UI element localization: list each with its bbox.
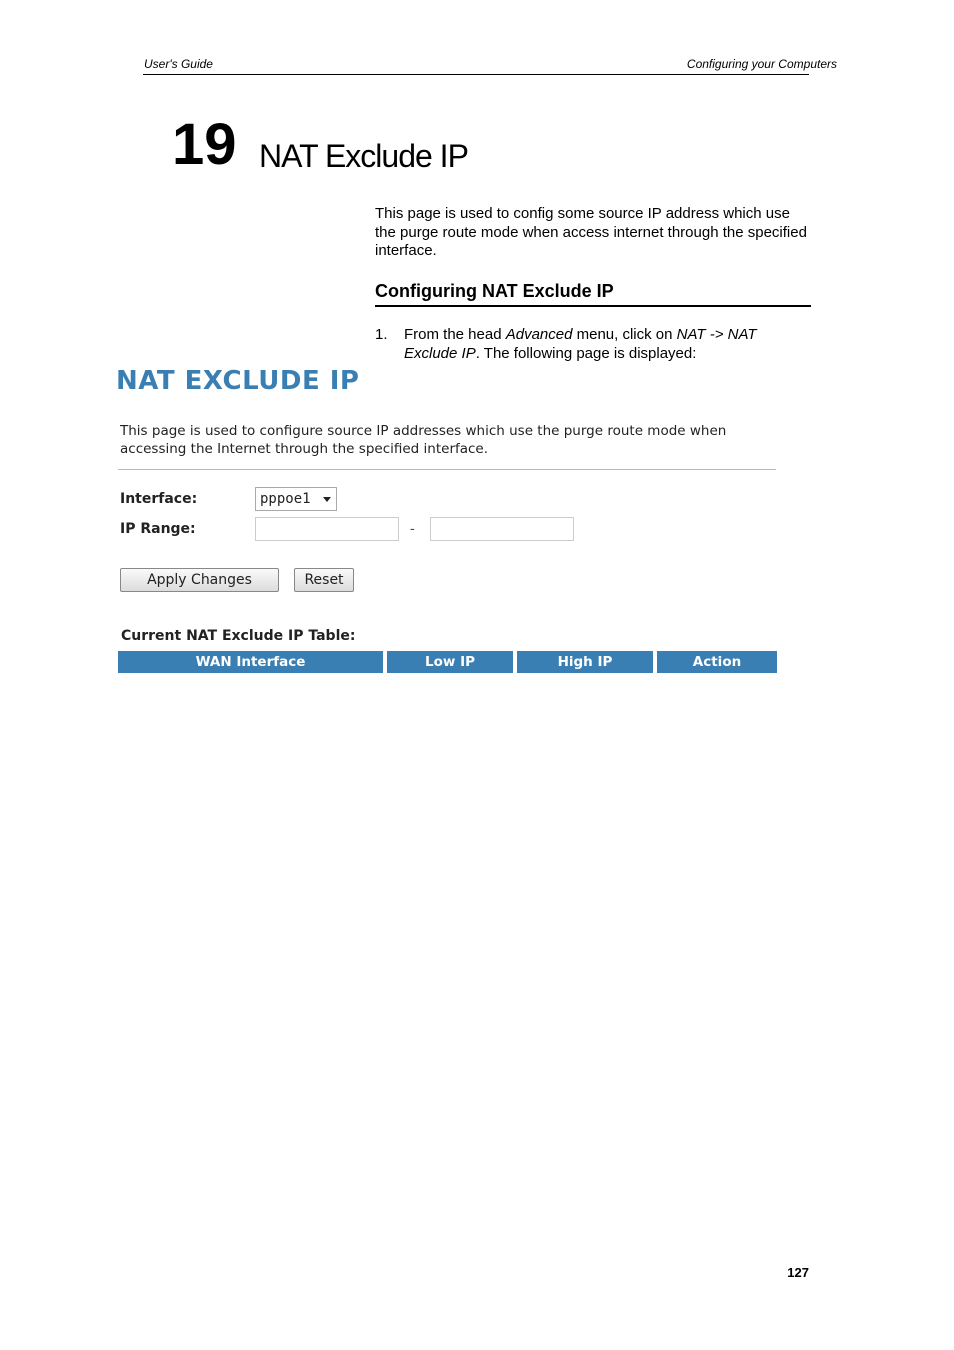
table-header-low-ip: Low IP [387,651,513,673]
step-text-mid: menu, click on [572,326,677,343]
table-title: Current NAT Exclude IP Table: [121,628,356,644]
step-text-before: From the head [404,326,506,343]
intro-paragraph: This page is used to config some source IP address which use the purge route mode when access internet through the specified interface. [375,205,807,259]
nat-exclude-ip-description: This page is used to configure source IP addresses which use the purge route mode when accessing the Internet through the specified interface. [120,423,727,457]
running-header-left: User's Guide [144,57,213,71]
screenshot-divider [118,469,776,470]
table-header-high-ip: High IP [517,651,653,673]
step-text-after: . The following page is displayed: [475,345,697,362]
low-ip-input[interactable] [255,517,399,541]
table-header-action: Action [657,651,777,673]
page-number: 127 [787,1265,809,1280]
chapter-title: NAT Exclude IP [259,138,468,174]
step-1 [375,325,811,363]
running-header-right: Configuring your Computers [686,57,837,71]
step-number: 1. [375,326,388,343]
step-text [404,325,811,363]
chevron-down-icon [323,497,331,502]
chapter-number: 19 [172,112,237,177]
high-ip-input[interactable] [430,517,574,541]
table-header-wan-interface: WAN Interface [118,651,383,673]
range-separator: - [410,520,415,536]
interface-label: Interface: [120,491,198,507]
header-divider [143,74,809,75]
step-menu-path: NAT -> NAT Exclude IP [404,326,757,362]
nat-exclude-ip-title: NAT EXCLUDE IP [116,366,360,396]
apply-changes-button[interactable]: Apply Changes [120,568,279,592]
interface-select[interactable] [255,487,337,511]
interface-select-value: pppoe1 [260,491,311,507]
ip-range-label: IP Range: [120,521,196,537]
reset-button[interactable]: Reset [294,568,354,592]
step-menu-name: Advanced [505,326,573,343]
section-heading: Configuring NAT Exclude IP [375,281,811,307]
